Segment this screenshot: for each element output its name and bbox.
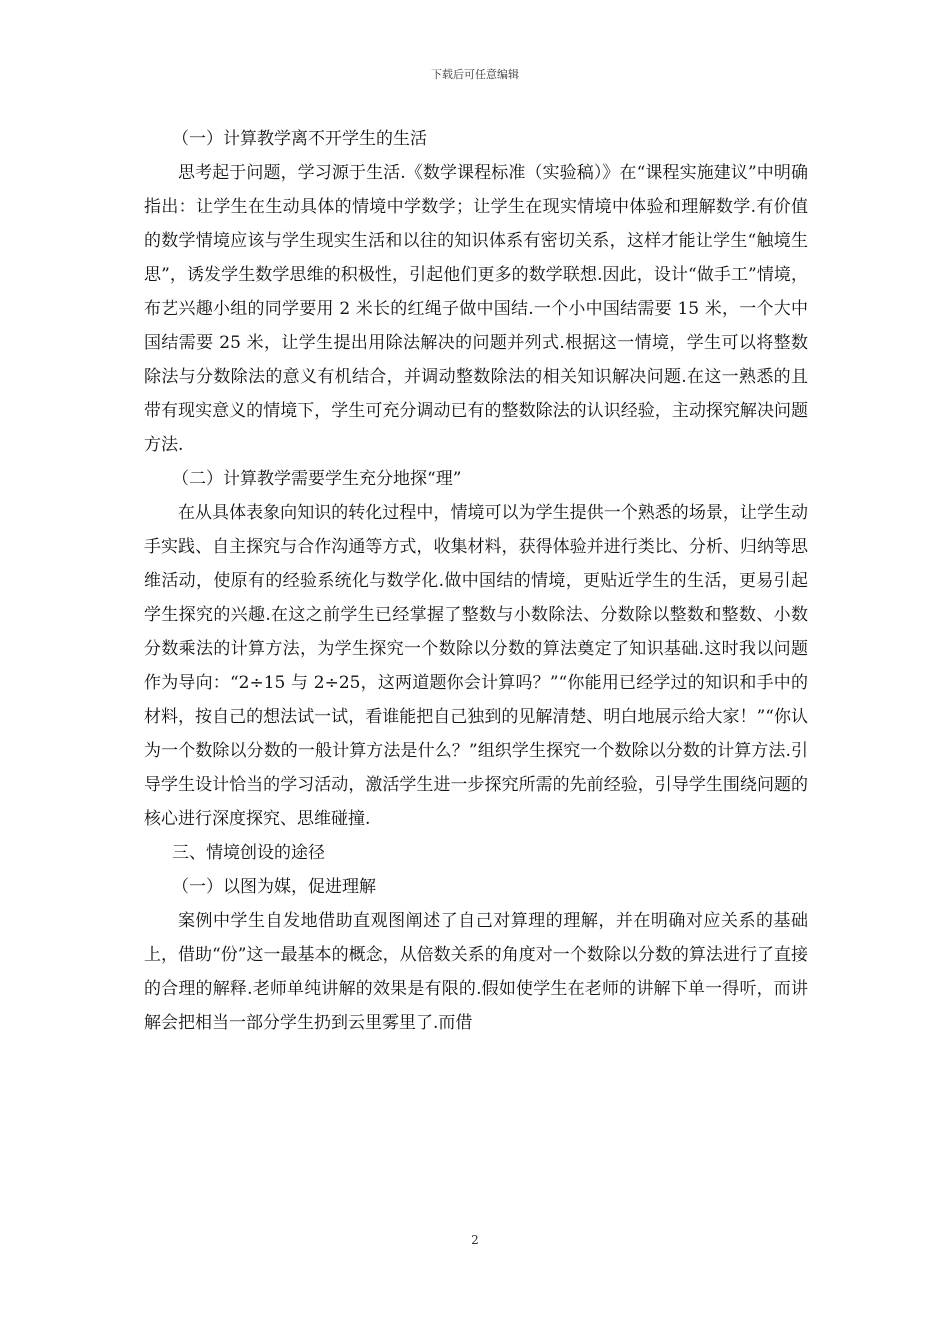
- page-number: 2: [471, 1233, 479, 1247]
- paragraph-2: 在从具体表象向知识的转化过程中，情境可以为学生提供一个熟悉的场景，让学生动手实践、自主探究与合作沟通等方式，收集材料，获得体验并进行类比、分析、归纳等思维活动，使原有的经验系统化与数学化.做中国结的情境，更贴近学生的生活，更易引起学生探究的兴趣.在这之前学生已经掌握了整数与小数除法、分数除以整数和整数、小数分数乘法的计算方法，为学生探究一个数除以分数的算法奠定了知识基础.这时我以问题作为导向：“2÷15 与 2÷25，这两道题你会计算吗？”“你能用已经学过的知识和手中的材料，按自己的想法试一试，看谁能把自己独到的见解清楚、明白地展示给大家！”“你认为一个数除以分数的一般计算方法是什么？”组织学生探究一个数除以分数的计算方法.引导学生设计恰当的学习活动，激活学生进一步探究所需的先前经验，引导学生围绕问题的核心进行深度探究、思维碰撞.: [144, 503, 808, 829]
- paragraph-1: 思考起于问题，学习源于生活.《数学课程标准（实验稿）》在“课程实施建议”中明确指出：让学生在生动具体的情境中学数学；让学生在现实情境中体验和理解数学.有价值的数学情境应该与学生现实生活和以往的知识体系有密切关系，这样才能让学生“触境生思”，诱发学生数学思维的积极性，引起他们更多的数学联想.因此，设计“做手工”情境，布艺兴趣小组的同学要用 2 米长的红绳子做中国结.一个小中国结需要 15 米，一个大中国结需要 25 米，让学生提出用除法解决的问题并列式.根据这一情境，学生可以将整数除法与分数除法的意义有机结合，并调动整数除法的相关知识解决问题.在这一熟悉的且带有现实意义的情境下，学生可充分调动已有的整数除法的认识经验，主动探究解决问题方法.: [144, 163, 808, 455]
- page-header: 下载后可任意编辑: [431, 68, 519, 81]
- section-heading-2: （二）计算教学需要学生充分地探“理”: [172, 469, 462, 489]
- section-heading-3: 三、情境创设的途径: [172, 843, 325, 863]
- section-heading-1: （一）计算教学离不开学生的生活: [172, 129, 427, 149]
- paragraph-3: 案例中学生自发地借助直观图阐述了自己对算理的理解，并在明确对应关系的基础上，借助“份”这一最基本的概念，从倍数关系的角度对一个数除以分数的算法进行了直接的合理的解释.老师单纯讲解的效果是有限的.假如使学生在老师的讲解下单一得听，而讲解会把相当一部分学生扔到云里雾里了.而借: [144, 911, 808, 1033]
- document-body: [144, 122, 808, 1040]
- section-heading-4: （一）以图为媒，促进理解: [172, 877, 376, 897]
